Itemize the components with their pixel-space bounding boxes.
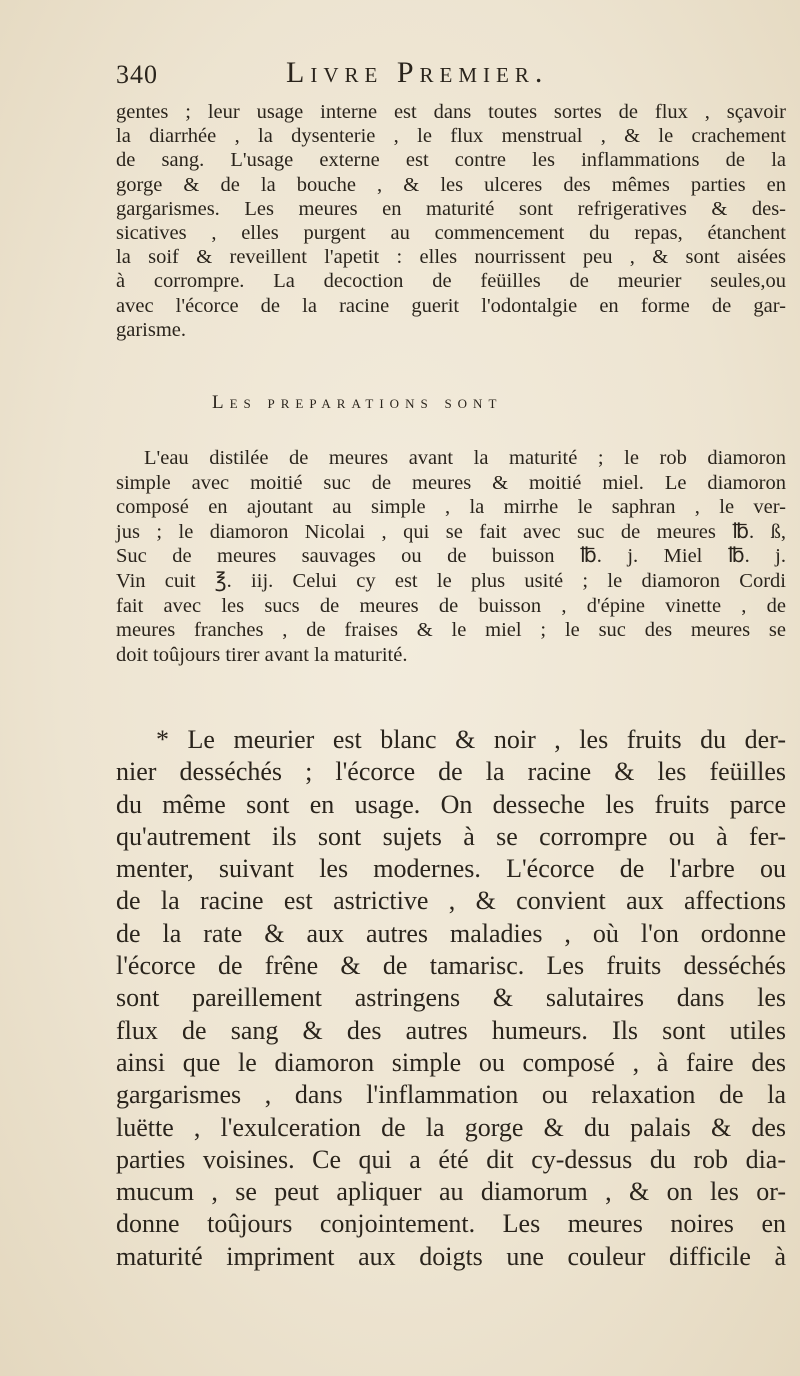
text-line: de la rate & aux autres maladies , où l'on ordonne [116, 918, 786, 948]
text-line: simple avec moitié suc de meures & moitié miel. Le diamoron [116, 471, 786, 494]
paragraph-meurier [116, 724, 786, 1273]
text-line: gargarismes , dans l'inflammation ou relaxation de la [116, 1080, 786, 1110]
text-line: sont pareillement astringens & salutaires dans les [116, 983, 786, 1013]
text-line: meures franches , de fraises & le miel ; le suc des meures se [116, 619, 786, 642]
text-line: * Le meurier est blanc & noir , les fruits du der- [156, 725, 786, 754]
text-line: menter, suivant les modernes. L'écorce de l'arbre ou [116, 854, 786, 884]
text-line: la soif & reveillent l'apetit : elles nourrissent peu , & sont aisées [116, 246, 786, 269]
text-line: L'eau distilée de meures avant la maturité ; le rob diamoron [144, 447, 786, 469]
text-line: l'écorce de frêne & de tamarisc. Les fruits desséchés [116, 951, 786, 981]
page-number: 340 [116, 60, 158, 89]
text-line: avec l'écorce de la racine guerit l'odontalgie en forme de gar- [116, 294, 786, 317]
text-line: gorge & de la bouche , & les ulceres des mêmes parties en [116, 173, 786, 196]
text-line: jus ; le diamoron Nicolai , qui se fait avec suc de meures ℔. ß, [116, 520, 786, 543]
page-header [116, 56, 776, 96]
section-heading: Les preparations sont [212, 392, 503, 413]
text-line: garisme. [116, 318, 187, 341]
text-line: à corrompre. La decoction de feüilles de meurier seules,ou [116, 270, 786, 293]
text-line: Vin cuit ℥. iij. Celui cy est le plus usité ; le diamoron Cordi [116, 569, 786, 592]
text-line: composé en ajoutant au simple , la mirrhe le saphran , le ver- [116, 496, 786, 519]
text-line: fait avec les sucs de meures de buisson , d'épine vinette , de [116, 594, 786, 617]
text-line: nier desséchés ; l'écorce de la racine & les feüilles [116, 757, 786, 787]
text-line: Suc de meures sauvages ou de buisson ℔. j. Miel ℔. j. [116, 545, 786, 568]
paragraph-uses [116, 100, 786, 342]
text-line: la diarrhée , la dysenterie , le flux menstrual , & le crachement [116, 125, 786, 148]
text-line: ainsi que le diamoron simple ou composé , à faire des [116, 1047, 786, 1077]
text-line: gentes ; leur usage interne est dans toutes sortes de flux , sçavoir [116, 101, 786, 123]
running-title: Livre Premier. [286, 56, 549, 89]
text-line: de la racine est astrictive , & convient aux affections [116, 886, 786, 916]
text-line: doit toûjours tirer avant la maturité. [116, 643, 408, 666]
text-line: de sang. L'usage externe est contre les inflammations de la [116, 149, 786, 172]
paragraph-preparations [116, 446, 786, 667]
text-line: flux de sang & des autres humeurs. Ils sont utiles [116, 1015, 786, 1045]
text-line: luëtte , l'exulceration de la gorge & du palais & des [116, 1112, 786, 1142]
text-line: mucum , se peut apliquer au diamorum , & on les or- [116, 1177, 786, 1207]
text-line: parties voisines. Ce qui a été dit cy-dessus du rob dia- [116, 1144, 786, 1174]
text-line: qu'autrement ils sont sujets à se corrompre ou à fer- [116, 821, 786, 851]
text-line: gargarismes. Les meures en maturité sont refrigeratives & des- [116, 197, 786, 220]
text-line: maturité impriment aux doigts une couleur difficile à [116, 1241, 786, 1271]
text-line: sicatives , elles purgent au commencement du repas, étanchent [116, 221, 786, 244]
text-line: du même sont en usage. On desseche les fruits parce [116, 789, 786, 819]
text-line: donne toûjours conjointement. Les meures noires en [116, 1209, 786, 1239]
